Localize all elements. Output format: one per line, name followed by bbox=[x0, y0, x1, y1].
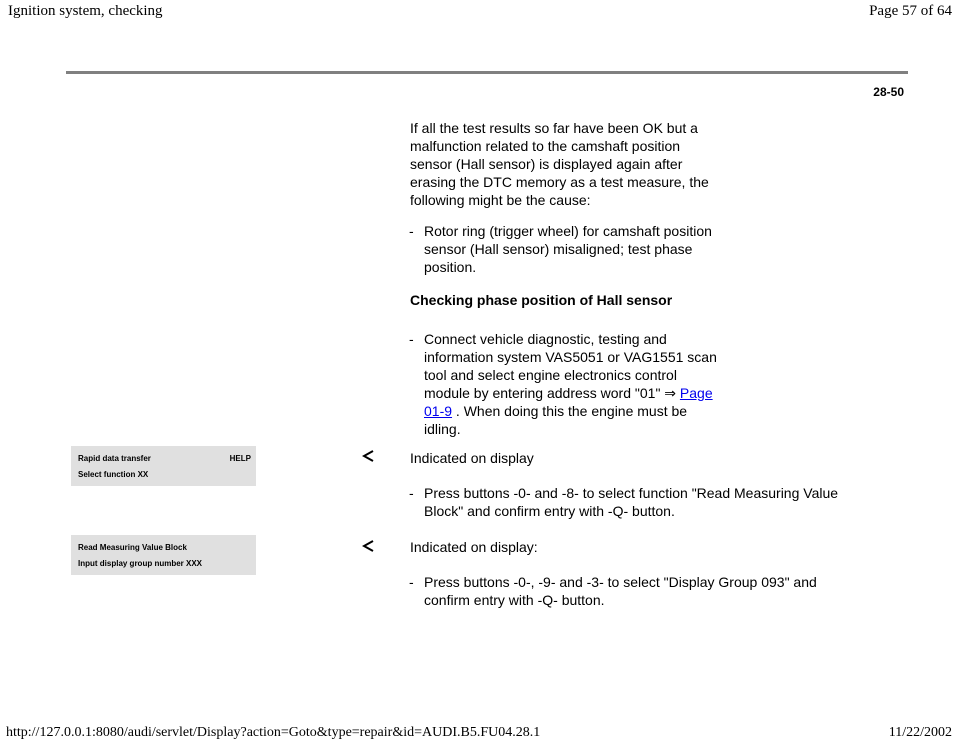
step-read-measuring-block bbox=[409, 484, 869, 524]
intro-paragraph bbox=[410, 119, 740, 209]
tester-display-panel bbox=[71, 446, 256, 486]
step-line: Block" and confirm entry with -Q- button. bbox=[424, 503, 675, 519]
step-connect-tester bbox=[409, 330, 749, 440]
intro-line: malfunction related to the camshaft position bbox=[410, 138, 681, 154]
dash-bullet: - bbox=[409, 485, 414, 501]
page-link[interactable]: Page bbox=[679, 385, 713, 401]
cause-line: Rotor ring (trigger wheel) for camshaft position bbox=[424, 223, 712, 239]
step-line: information system VAS5051 or VAG1551 scan bbox=[424, 349, 717, 365]
footer-date: 11/22/2002 bbox=[888, 725, 952, 740]
intro-line: following might be the cause: bbox=[410, 192, 591, 208]
section-page-number: 28-50 bbox=[873, 85, 904, 99]
step-line: module by entering address word "01" ⇒ Page bbox=[424, 385, 713, 401]
display-line: Input display group number XXX bbox=[78, 559, 203, 568]
cause-item bbox=[409, 222, 749, 278]
step-line: 01-9 . When doing this the engine must be bbox=[424, 403, 688, 419]
dash-bullet: - bbox=[409, 331, 414, 347]
step-line: Connect vehicle diagnostic, testing and bbox=[424, 331, 667, 347]
step-select-display-group bbox=[409, 573, 869, 613]
intro-line: If all the test results so far have been OK but a bbox=[410, 120, 698, 136]
arrow-left-icon bbox=[362, 450, 374, 462]
display-line: Select function XX bbox=[78, 470, 149, 479]
page-link-number[interactable]: 01-9 bbox=[424, 403, 453, 419]
section-heading: Checking phase position of Hall sensor bbox=[410, 292, 673, 308]
dash-bullet: - bbox=[409, 223, 414, 239]
footer-url: http://127.0.0.1:8080/audi/servlet/Display?action=Goto&type=repair&id=AUDI.B5.FU04.28.1 bbox=[6, 725, 541, 740]
display-line: Read Measuring Value Block bbox=[78, 543, 187, 552]
dash-bullet: - bbox=[409, 574, 414, 590]
header-rule bbox=[66, 71, 908, 74]
cause-line: sensor (Hall sensor) misaligned; test phase bbox=[424, 241, 693, 257]
document-title: Ignition system, checking bbox=[8, 3, 163, 19]
indicated-on-display: Indicated on display: bbox=[410, 539, 538, 555]
step-line: tool and select engine electronics control bbox=[424, 367, 677, 383]
intro-line: sensor (Hall sensor) is displayed again after bbox=[410, 156, 683, 172]
display-help: HELP bbox=[229, 454, 251, 463]
arrow-left-icon bbox=[362, 540, 374, 552]
step-line: confirm entry with -Q- button. bbox=[424, 592, 605, 608]
cause-line: position. bbox=[424, 259, 477, 275]
step-line: Press buttons -0- and -8- to select function "Read Measuring Value bbox=[424, 485, 839, 501]
step-line: Press buttons -0-, -9- and -3- to select "Display Group 093" and bbox=[424, 574, 817, 590]
intro-line: erasing the DTC memory as a test measure, the bbox=[410, 174, 709, 190]
page-indicator: Page 57 of 64 bbox=[869, 3, 952, 19]
display-line: Rapid data transfer bbox=[78, 454, 151, 463]
step-line: idling. bbox=[424, 421, 461, 437]
indicated-on-display: Indicated on display bbox=[410, 450, 534, 466]
tester-display-panel bbox=[71, 535, 256, 575]
